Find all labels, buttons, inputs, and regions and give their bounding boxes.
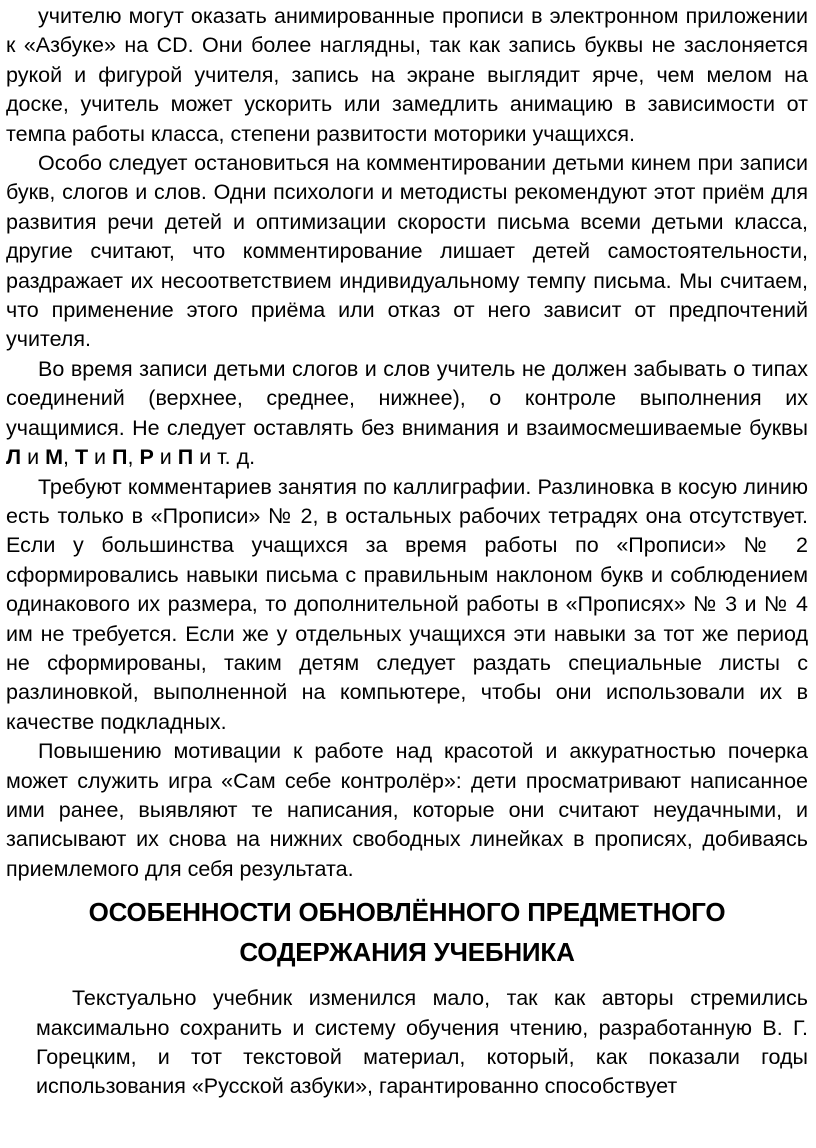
letter-t: Т — [74, 445, 89, 470]
paragraph-textbook-content: Текстуально учебник изменился мало, так как авторы стремились максимально сохранить и систему обучения чтению, разработанную В. Г. Горецким, и тот текстовой материал, который, как показали годы использования «Русской азбуки», гарантированно способствует — [36, 986, 808, 1099]
section-heading-line-1: ОСОБЕННОСТИ ОБНОВЛЁННОГО ПРЕДМЕТНОГО — [88, 897, 726, 928]
separator: , — [62, 445, 75, 470]
paragraph-commenting: Особо следует остановиться на комментировании детьми кинем при записи букв, слогов и слов. Одни психологи и методисты рекомендуют этот приём для развития речи детей и оптимизации скорости письма всеми детьми класса, другие считают, что комментирование лишает детей самостоятельности, раздражает их несоответствием индивидуальному темпу письма. Мы считаем, что применение этого приёма или отказ от него зависит от предпочтений учителя. — [6, 151, 808, 352]
section-heading-line-2: СОДЕРЖАНИЯ УЧЕБНИКА — [239, 937, 575, 968]
conjunction: и — [153, 445, 178, 470]
letter-l: Л — [6, 445, 22, 470]
paragraph-letter-connections — [6, 355, 808, 473]
paragraph-calligraphy: Требуют комментариев занятия по каллиграфии. Разлиновка в косую линию есть только в «Прописи» № 2, в остальных рабочих тетрадях она отсутствует. Если у большинства учащихся за время работы по «Прописи» № 2 сформировались навыки письма с правильным наклоном букв и соблюдением одинакового их размера, то дополнительной работы в «Прописях» № 3 и № 4 им не требуется. Если же у отдельных учащихся эти навыки за тот же период не сформированы, таким детям следует раздать специальные листы с разлиновкой, выполненной на компьютере, чтобы они использовали их в качестве подкладных. — [6, 474, 808, 734]
letter-m: М — [45, 445, 63, 470]
paragraph-animated-copybooks: учителю могут оказать анимированные прописи в электронном приложении к «Азбуке» на CD. Они более наглядны, так как запись буквы не заслоняется рукой и фигурой учителя, запись на экране выглядит ярче, чем мелом на доске, учитель может ускорить или замедлить анимацию в зависимости от темпа работы класса, степени развитости моторики учащихся. — [6, 4, 808, 146]
letter-p: П — [112, 445, 128, 470]
paragraph-motivation-game: Повышению мотивации к работе над красотой и аккуратностью почерка может служить игра «Сам себе контролёр»: дети просматривают написанное ими ранее, выявляют те написания, которые они считают неудачными, и записывают их снова на нижних свободных линейках в прописях, добиваясь приемлемого для себя результата. — [6, 739, 808, 881]
conjunction: и — [88, 445, 113, 470]
paragraph-end: и т. д. — [193, 445, 256, 470]
paragraph-text: Во время записи детьми слогов и слов учитель не должен забывать о типах соединений (верхнее, среднее, нижнее), о контроле выполнения их учащимися. Не следует оставлять без внимания и взаимосмешиваемые буквы — [6, 356, 808, 440]
conjunction: и — [21, 445, 46, 470]
letter-p: П — [177, 445, 194, 470]
letter-r: Р — [139, 445, 154, 470]
separator: , — [127, 445, 140, 470]
